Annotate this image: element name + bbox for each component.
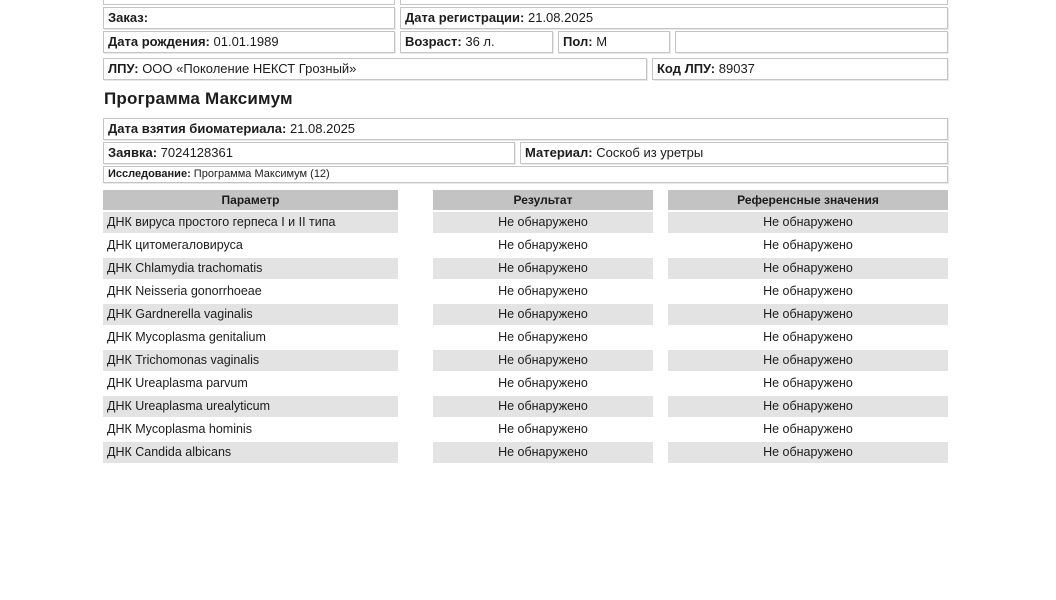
table-cell-result: Не обнаружено — [433, 212, 653, 233]
table-cell-reference: Не обнаружено — [668, 442, 948, 463]
table-cell-result: Не обнаружено — [498, 284, 588, 298]
biomaterial-date-cell — [103, 118, 948, 140]
column-header-parameter: Параметр — [103, 190, 398, 210]
table-cell-parameter: ДНК Gardnerella vaginalis — [103, 304, 398, 325]
table-cell-reference: Не обнаружено — [668, 212, 948, 233]
table-cell-reference: Не обнаружено — [668, 258, 948, 279]
request-cell — [103, 142, 515, 164]
table-cell-parameter: ДНК Mycoplasma genitalium — [107, 330, 266, 344]
table-cell-result: Не обнаружено — [498, 238, 588, 252]
table-cell-parameter: ДНК цитомегаловируса — [107, 238, 243, 252]
table-cell-reference: Не обнаружено — [763, 422, 853, 436]
order-row — [103, 7, 948, 29]
birth-row — [103, 31, 948, 53]
material-value: Соскоб из уретры — [596, 145, 704, 160]
lab-report-page — [103, 0, 948, 463]
lpu-row — [103, 58, 948, 80]
table-cell-reference: Не обнаружено — [668, 396, 948, 417]
table-cell-parameter: ДНК Candida albicans — [103, 442, 398, 463]
table-row — [103, 304, 948, 325]
study-row — [103, 166, 948, 183]
empty-cell — [675, 31, 948, 53]
birth-date-label: Дата рождения: — [108, 34, 210, 49]
table-cell-result: Не обнаружено — [498, 376, 588, 390]
table-cell-result: Не обнаружено — [433, 442, 653, 463]
lpu-label: ЛПУ: — [108, 61, 139, 76]
table-cell-result: Не обнаружено — [498, 330, 588, 344]
age-label: Возраст: — [405, 34, 462, 49]
table-cell-parameter: ДНК Ureaplasma urealyticum — [103, 396, 398, 417]
table-row — [103, 235, 948, 256]
sex-cell — [558, 31, 670, 53]
birth-date-value: 01.01.1989 — [213, 34, 279, 49]
order-cell — [103, 7, 395, 29]
column-header-result: Результат — [433, 190, 653, 210]
request-value: 7024128361 — [160, 145, 233, 160]
table-cell-reference: Не обнаружено — [668, 304, 948, 325]
lpu-code-label: Код ЛПУ: — [657, 61, 716, 76]
table-cell-parameter: ДНК Mycoplasma hominis — [107, 422, 252, 436]
study-label: Исследование: — [108, 168, 191, 180]
lpu-value: ООО «Поколение НЕКСТ Грозный» — [142, 61, 357, 76]
table-cell-parameter: ДНК Trichomonas vaginalis — [103, 350, 398, 371]
biomaterial-row — [103, 118, 948, 140]
material-label: Материал: — [525, 145, 593, 160]
lpu-code-cell — [652, 58, 948, 80]
table-row — [103, 327, 948, 348]
table-row — [103, 442, 948, 463]
table-cell-reference: Не обнаружено — [763, 330, 853, 344]
birth-date-cell — [103, 31, 395, 53]
table-row — [103, 350, 948, 371]
registration-date-cell — [400, 7, 948, 29]
table-cell-result: Не обнаружено — [433, 350, 653, 371]
program-title: Программа Максимум — [104, 89, 293, 108]
age-cell — [400, 31, 553, 53]
table-cell-reference: Не обнаружено — [763, 376, 853, 390]
study-value: Программа Максимум (12) — [193, 168, 330, 180]
material-cell — [520, 142, 948, 164]
table-cell-reference: Не обнаружено — [668, 350, 948, 371]
request-label: Заявка: — [108, 145, 158, 160]
request-row — [103, 142, 948, 164]
sex-label: Пол: — [563, 34, 593, 49]
age-value: 36 л. — [465, 34, 495, 49]
table-row — [103, 258, 948, 279]
order-label: Заказ: — [108, 10, 149, 25]
table-cell-result: Не обнаружено — [433, 396, 653, 417]
biomaterial-date-value: 21.08.2025 — [289, 121, 356, 136]
table-row — [103, 396, 948, 417]
registration-date-value: 21.08.2025 — [527, 10, 594, 25]
table-cell-parameter: ДНК Chlamydia trachomatis — [103, 258, 398, 279]
table-cell-reference: Не обнаружено — [763, 284, 853, 298]
table-cell-parameter: ДНК Ureaplasma parvum — [107, 376, 248, 390]
column-header-reference: Референсные значения — [668, 190, 948, 210]
table-row — [103, 212, 948, 233]
table-cell-parameter: ДНК Neisseria gonorrhoeae — [107, 284, 262, 298]
table-row — [103, 419, 948, 440]
results-table-header — [103, 190, 948, 210]
biomaterial-date-label: Дата взятия биоматериала: — [108, 121, 287, 136]
table-cell-reference: Не обнаружено — [763, 238, 853, 252]
results-table — [103, 190, 948, 463]
results-table-body — [103, 212, 948, 463]
table-row — [103, 281, 948, 302]
table-cell-result: Не обнаружено — [433, 258, 653, 279]
cutoff-cell — [400, 0, 948, 5]
table-cell-result: Не обнаружено — [498, 422, 588, 436]
lpu-code-value: 89037 — [718, 61, 755, 76]
table-row — [103, 373, 948, 394]
registration-date-label: Дата регистрации: — [405, 10, 525, 25]
sex-value: М — [596, 34, 608, 49]
study-cell — [103, 166, 948, 183]
table-cell-result: Не обнаружено — [433, 304, 653, 325]
cutoff-row — [103, 0, 948, 5]
table-cell-parameter: ДНК вируса простого герпеса I и II типа — [103, 212, 398, 233]
cutoff-cell — [103, 0, 395, 5]
lpu-cell — [103, 58, 647, 80]
